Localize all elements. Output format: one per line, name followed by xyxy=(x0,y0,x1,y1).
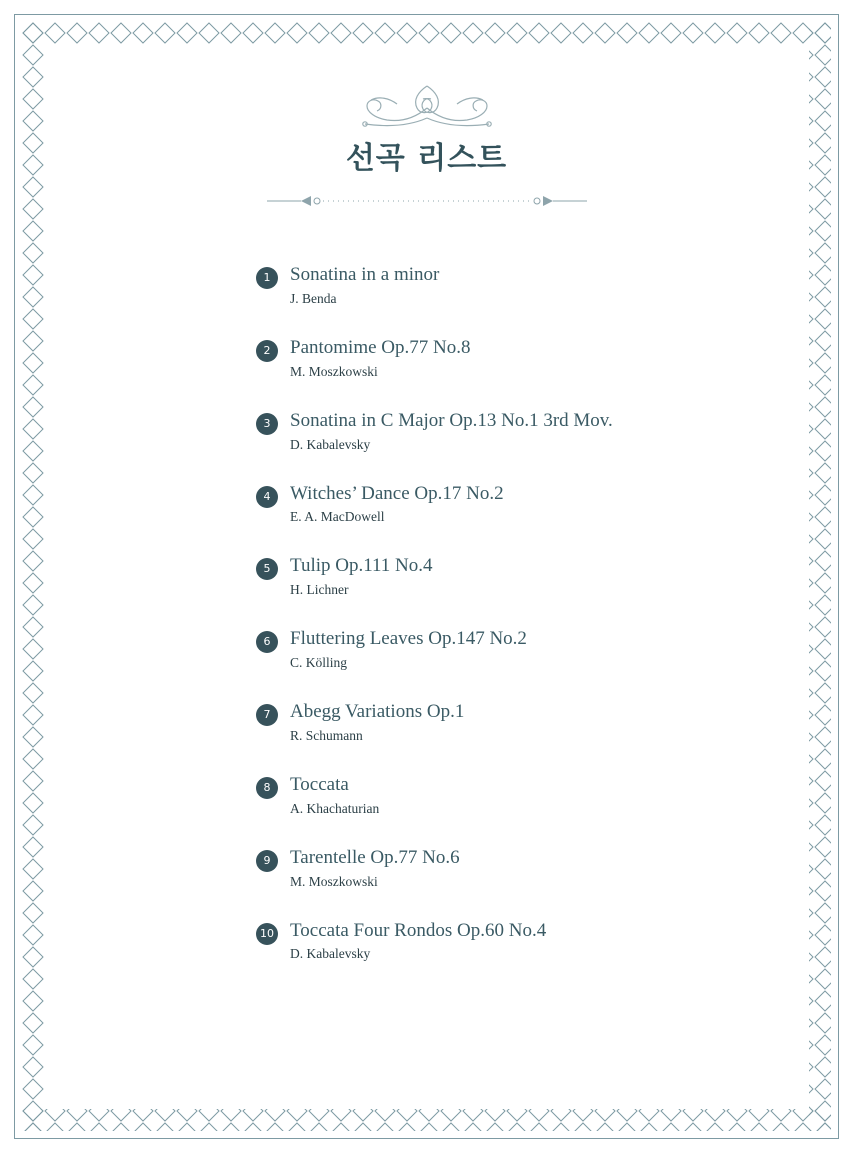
piece-composer: A. Khachaturian xyxy=(290,800,380,816)
piece-title: Tulip Op.111 No.4 xyxy=(290,555,433,577)
list-item xyxy=(256,628,676,671)
piece-title: Pantomime Op.77 No.8 xyxy=(290,336,471,358)
item-text xyxy=(290,847,460,890)
flourish-ornament-icon xyxy=(317,74,537,138)
list-item xyxy=(256,264,676,307)
piece-composer: H. Lichner xyxy=(290,582,349,598)
item-text xyxy=(290,774,379,817)
piece-title: Sonatina in C Major Op.13 No.1 3rd Mov. xyxy=(290,409,613,431)
piece-title: Toccata Four Rondos Op.60 No.4 xyxy=(290,919,547,941)
piece-title: Witches’ Dance Op.17 No.2 xyxy=(290,482,504,504)
item-number-badge: 7 xyxy=(256,704,278,726)
list-item xyxy=(256,774,676,817)
item-number-badge: 5 xyxy=(256,558,278,580)
piece-title: Fluttering Leaves Op.147 No.2 xyxy=(290,628,527,650)
list-item xyxy=(256,410,676,453)
item-text xyxy=(290,337,471,380)
list-item xyxy=(256,847,676,890)
item-number-badge: 9 xyxy=(256,850,278,872)
list-item xyxy=(256,920,676,963)
piece-composer: E. A. MacDowell xyxy=(290,509,385,525)
piece-title: Tarentelle Op.77 No.6 xyxy=(290,846,460,868)
page-title: 선곡 리스트 xyxy=(345,141,508,176)
list-item xyxy=(256,701,676,744)
item-number-badge: 3 xyxy=(256,413,278,435)
list-item xyxy=(256,337,676,380)
list-item xyxy=(256,555,676,598)
item-number-badge: 6 xyxy=(256,631,278,653)
piece-composer: J. Benda xyxy=(290,290,337,306)
item-text xyxy=(290,920,546,963)
item-text xyxy=(290,555,433,598)
piece-composer: R. Schumann xyxy=(290,727,363,743)
document-header xyxy=(0,74,853,210)
piece-title: Sonatina in a minor xyxy=(290,264,440,285)
piece-title: Abegg Variations Op.1 xyxy=(290,701,465,723)
item-number-badge: 1 xyxy=(256,267,278,289)
item-text xyxy=(290,483,504,526)
piece-composer: D. Kabalevsky xyxy=(290,436,371,452)
item-text xyxy=(290,264,439,307)
piece-composer: M. Moszkowski xyxy=(290,873,378,889)
piece-composer: D. Kabalevsky xyxy=(290,946,371,962)
piece-composer: M. Moszkowski xyxy=(290,363,378,379)
item-number-badge: 10 xyxy=(256,923,278,945)
item-number-badge: 8 xyxy=(256,777,278,799)
item-number-badge: 2 xyxy=(256,340,278,362)
item-text xyxy=(290,701,464,744)
divider-ornament-icon xyxy=(257,192,597,210)
item-text xyxy=(290,410,613,453)
list-item xyxy=(256,483,676,526)
program-list xyxy=(256,264,676,962)
piece-title: Toccata xyxy=(290,773,349,795)
piece-composer: C. Kölling xyxy=(290,655,348,671)
item-number-badge: 4 xyxy=(256,486,278,508)
item-text xyxy=(290,628,527,671)
